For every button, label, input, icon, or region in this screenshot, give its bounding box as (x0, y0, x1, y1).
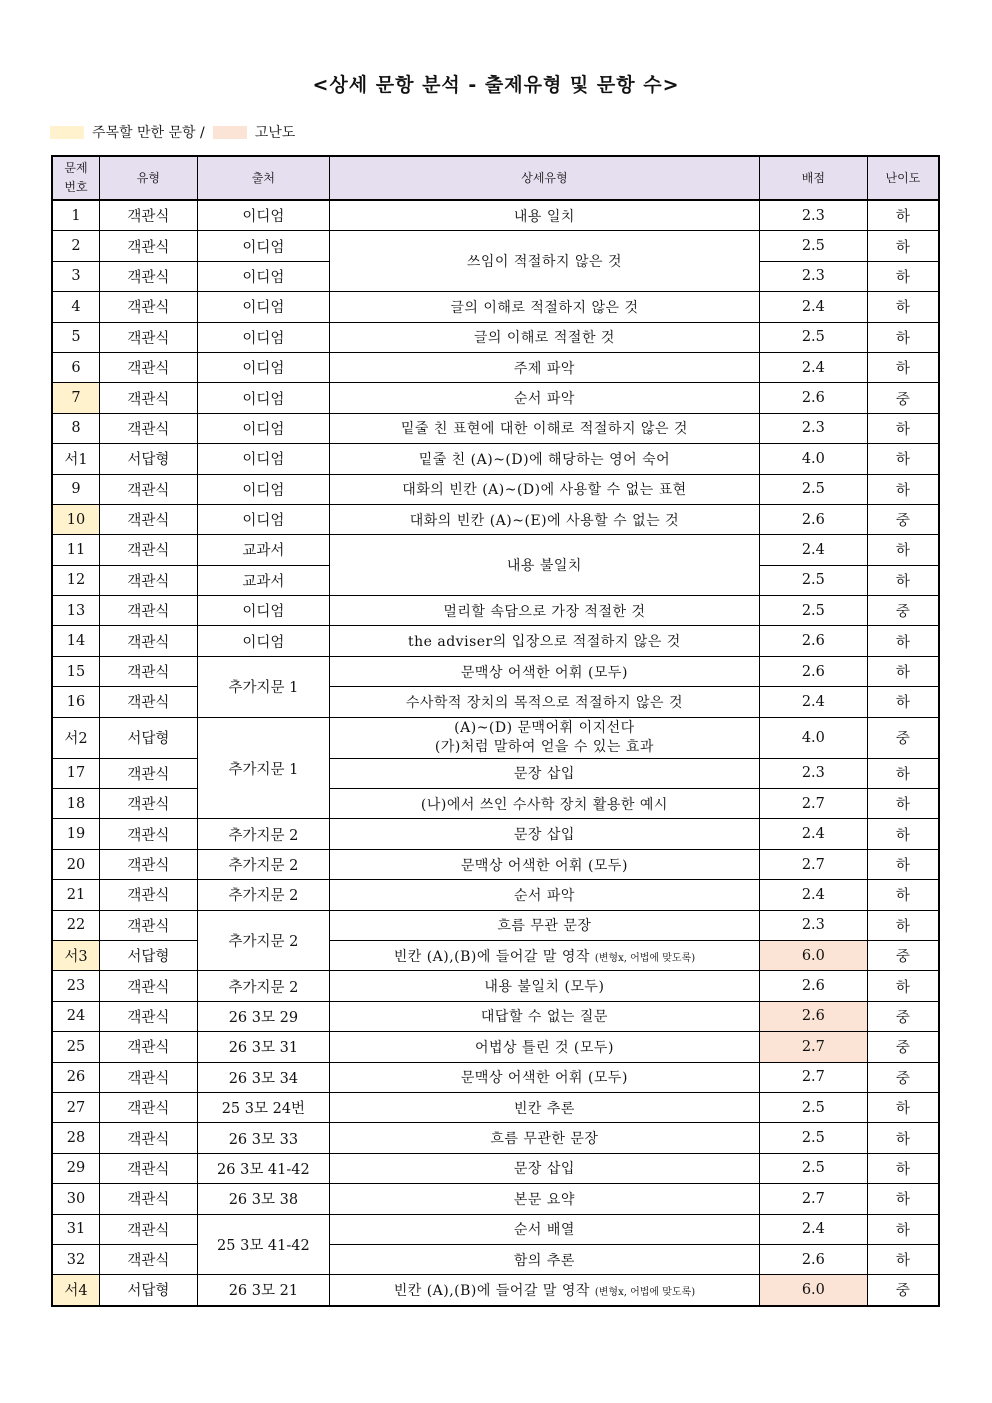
table-row (52, 717, 939, 758)
page-title: <상세 문항 분석 - 출제유형 및 문항 수> (312, 74, 680, 96)
header-number: 문제 번호 (52, 156, 99, 200)
cell-detail: 멀리할 속담으로 가장 적절한 것 (329, 596, 759, 626)
detail-line-1: (A)~(D) 문맥어휘 이지선다 (454, 719, 635, 736)
cell-score: 2.7 (759, 1184, 867, 1214)
cell-num: 6 (52, 352, 99, 382)
cell-score: 2.5 (759, 231, 867, 261)
cell-detail: 어법상 틀린 것 (모두) (329, 1032, 759, 1062)
cell-num: 30 (52, 1184, 99, 1214)
cell-detail: 쓰임이 적절하지 않은 것 (329, 231, 759, 292)
cell-score: 2.7 (759, 1032, 867, 1062)
cell-num: 29 (52, 1153, 99, 1183)
cell-score: 2.6 (759, 383, 867, 413)
cell-score: 2.5 (759, 1092, 867, 1122)
cell-source: 25 3모 24번 (197, 1092, 329, 1122)
cell-detail: 대화의 빈칸 (A)~(D)에 사용할 수 없는 표현 (329, 474, 759, 504)
cell-type: 객관식 (99, 535, 197, 565)
cell-num: 13 (52, 596, 99, 626)
cell-detail (329, 717, 759, 758)
cell-difficulty: 하 (867, 322, 939, 352)
cell-detail (329, 1275, 759, 1306)
table-row (52, 1032, 939, 1062)
cell-detail: 문맥상 어색한 어휘 (모두) (329, 1062, 759, 1092)
notable-swatch (50, 126, 84, 139)
cell-type: 객관식 (99, 383, 197, 413)
cell-source: 26 3모 29 (197, 1001, 329, 1031)
cell-source: 추가지문 2 (197, 880, 329, 910)
cell-type: 객관식 (99, 596, 197, 626)
cell-difficulty: 중 (867, 1062, 939, 1092)
cell-type: 객관식 (99, 200, 197, 231)
cell-source: 이디엄 (197, 504, 329, 534)
table-row (52, 910, 939, 940)
detail-line-2: (가)처럼 말하여 얻을 수 있는 효과 (434, 738, 654, 755)
cell-difficulty: 중 (867, 717, 939, 758)
cell-num: 서2 (52, 717, 99, 758)
cell-source: 26 3모 31 (197, 1032, 329, 1062)
cell-detail: 문장 삽입 (329, 1153, 759, 1183)
cell-detail: 주제 파악 (329, 352, 759, 382)
cell-score: 2.5 (759, 1123, 867, 1153)
cell-source: 이디엄 (197, 261, 329, 291)
cell-difficulty: 하 (867, 231, 939, 261)
cell-detail: 함의 추론 (329, 1244, 759, 1274)
cell-num: 12 (52, 565, 99, 595)
cell-score: 2.7 (759, 789, 867, 819)
table-row (52, 352, 939, 382)
cell-detail: 내용 불일치 (모두) (329, 971, 759, 1001)
cell-type: 객관식 (99, 687, 197, 717)
cell-difficulty: 하 (867, 352, 939, 382)
cell-source: 교과서 (197, 535, 329, 565)
cell-score: 2.4 (759, 687, 867, 717)
cell-difficulty: 중 (867, 383, 939, 413)
detail-note: (변형x, 어법에 맞도록) (594, 1286, 696, 1298)
cell-score: 2.5 (759, 474, 867, 504)
cell-type: 서답형 (99, 444, 197, 474)
cell-difficulty: 하 (867, 1214, 939, 1244)
table-row (52, 789, 939, 819)
cell-type: 객관식 (99, 474, 197, 504)
cell-source: 이디엄 (197, 322, 329, 352)
cell-score: 2.4 (759, 819, 867, 849)
header-detail: 상세유형 (329, 156, 759, 200)
cell-difficulty: 하 (867, 880, 939, 910)
cell-difficulty: 하 (867, 687, 939, 717)
cell-num: 서4 (52, 1275, 99, 1306)
cell-detail: 본문 요약 (329, 1184, 759, 1214)
table-row (52, 687, 939, 717)
cell-num: 18 (52, 789, 99, 819)
cell-type: 객관식 (99, 504, 197, 534)
cell-type: 객관식 (99, 565, 197, 595)
cell-num: 5 (52, 322, 99, 352)
cell-type: 객관식 (99, 1214, 197, 1244)
cell-type: 객관식 (99, 880, 197, 910)
cell-detail: 빈칸 추론 (329, 1092, 759, 1122)
cell-num: 15 (52, 656, 99, 686)
table-row (52, 1184, 939, 1214)
table-row (52, 1001, 939, 1031)
cell-num: 2 (52, 231, 99, 261)
cell-type: 객관식 (99, 413, 197, 443)
cell-score: 2.3 (759, 758, 867, 788)
cell-type: 객관식 (99, 1092, 197, 1122)
cell-num: 서3 (52, 940, 99, 970)
cell-difficulty: 하 (867, 413, 939, 443)
cell-num: 14 (52, 626, 99, 656)
cell-difficulty: 하 (867, 971, 939, 1001)
cell-source: 26 3모 41-42 (197, 1153, 329, 1183)
cell-num: 11 (52, 535, 99, 565)
cell-source: 추가지문 2 (197, 971, 329, 1001)
cell-detail: 문장 삽입 (329, 819, 759, 849)
cell-difficulty: 중 (867, 1001, 939, 1031)
cell-source: 이디엄 (197, 626, 329, 656)
cell-type: 서답형 (99, 1275, 197, 1306)
cell-detail: 글의 이해로 적절하지 않은 것 (329, 292, 759, 322)
table-row (52, 880, 939, 910)
cell-source: 이디엄 (197, 413, 329, 443)
cell-type: 객관식 (99, 322, 197, 352)
cell-detail: (나)에서 쓰인 수사학 장치 활용한 예시 (329, 789, 759, 819)
cell-source: 이디엄 (197, 292, 329, 322)
table-row (52, 292, 939, 322)
cell-type: 객관식 (99, 1123, 197, 1153)
cell-difficulty: 하 (867, 565, 939, 595)
cell-type: 객관식 (99, 292, 197, 322)
cell-type: 서답형 (99, 940, 197, 970)
table-row (52, 322, 939, 352)
cell-detail: 대화의 빈칸 (A)~(E)에 사용할 수 없는 것 (329, 504, 759, 534)
cell-difficulty: 하 (867, 626, 939, 656)
cell-detail: 밑줄 친 표현에 대한 이해로 적절하지 않은 것 (329, 413, 759, 443)
cell-num: 19 (52, 819, 99, 849)
cell-detail: 흐름 무관한 문장 (329, 1123, 759, 1153)
cell-num: 16 (52, 687, 99, 717)
table-row (52, 1092, 939, 1122)
table-row (52, 383, 939, 413)
cell-source: 교과서 (197, 565, 329, 595)
cell-type: 객관식 (99, 1153, 197, 1183)
cell-score: 2.6 (759, 1001, 867, 1031)
cell-detail: 순서 배열 (329, 1214, 759, 1244)
cell-difficulty: 하 (867, 535, 939, 565)
cell-source: 26 3모 21 (197, 1275, 329, 1306)
legend (50, 122, 295, 142)
cell-num: 3 (52, 261, 99, 291)
cell-score: 2.7 (759, 1062, 867, 1092)
cell-source: 추가지문 2 (197, 910, 329, 971)
cell-score: 2.7 (759, 849, 867, 879)
cell-score: 6.0 (759, 1275, 867, 1306)
cell-difficulty: 하 (867, 200, 939, 231)
table-row (52, 413, 939, 443)
cell-source: 26 3모 34 (197, 1062, 329, 1092)
cell-difficulty: 중 (867, 940, 939, 970)
detail-note: (변형x, 어법에 맞도록) (594, 952, 696, 964)
table-row (52, 596, 939, 626)
cell-num: 26 (52, 1062, 99, 1092)
cell-detail (329, 940, 759, 970)
cell-num: 9 (52, 474, 99, 504)
cell-source: 이디엄 (197, 352, 329, 382)
cell-difficulty: 하 (867, 444, 939, 474)
cell-source: 26 3모 38 (197, 1184, 329, 1214)
table-row (52, 971, 939, 1001)
cell-num: 서1 (52, 444, 99, 474)
cell-score: 2.5 (759, 322, 867, 352)
cell-score: 2.5 (759, 1153, 867, 1183)
cell-source: 이디엄 (197, 444, 329, 474)
header-difficulty: 난이도 (867, 156, 939, 200)
cell-detail: 문장 삽입 (329, 758, 759, 788)
cell-difficulty: 중 (867, 1032, 939, 1062)
table-row (52, 1123, 939, 1153)
cell-score: 2.6 (759, 626, 867, 656)
cell-difficulty: 하 (867, 910, 939, 940)
cell-detail: 대답할 수 없는 질문 (329, 1001, 759, 1031)
detail-text: 빈칸 (A),(B)에 들어갈 말 영작 (393, 948, 595, 965)
cell-detail: 순서 파악 (329, 383, 759, 413)
cell-type: 객관식 (99, 231, 197, 261)
cell-num: 25 (52, 1032, 99, 1062)
cell-source: 추가지문 1 (197, 656, 329, 717)
cell-detail: 수사학적 장치의 목적으로 적절하지 않은 것 (329, 687, 759, 717)
table-row (52, 819, 939, 849)
cell-num: 1 (52, 200, 99, 231)
detail-text: 빈칸 (A),(B)에 들어갈 말 영작 (393, 1282, 595, 1299)
cell-detail: 밑줄 친 (A)~(D)에 해당하는 영어 숙어 (329, 444, 759, 474)
cell-source: 25 3모 41-42 (197, 1214, 329, 1275)
cell-type: 객관식 (99, 910, 197, 940)
cell-difficulty: 하 (867, 849, 939, 879)
cell-detail: 문맥상 어색한 어휘 (모두) (329, 656, 759, 686)
cell-num: 20 (52, 849, 99, 879)
cell-num: 4 (52, 292, 99, 322)
cell-difficulty: 하 (867, 656, 939, 686)
cell-score: 4.0 (759, 717, 867, 758)
cell-detail: 글의 이해로 적절한 것 (329, 322, 759, 352)
table-row (52, 231, 939, 261)
cell-type: 객관식 (99, 789, 197, 819)
cell-source: 이디엄 (197, 200, 329, 231)
cell-score: 2.4 (759, 535, 867, 565)
cell-num: 23 (52, 971, 99, 1001)
header-source: 출처 (197, 156, 329, 200)
cell-num: 10 (52, 504, 99, 534)
cell-type: 객관식 (99, 261, 197, 291)
cell-score: 2.3 (759, 910, 867, 940)
cell-score: 2.4 (759, 292, 867, 322)
cell-difficulty: 하 (867, 819, 939, 849)
cell-num: 27 (52, 1092, 99, 1122)
analysis-table (51, 155, 940, 1307)
cell-type: 객관식 (99, 758, 197, 788)
cell-score: 2.3 (759, 200, 867, 231)
cell-num: 7 (52, 383, 99, 413)
cell-difficulty: 하 (867, 1153, 939, 1183)
cell-type: 객관식 (99, 819, 197, 849)
cell-difficulty: 하 (867, 474, 939, 504)
table-row (52, 535, 939, 565)
cell-source: 이디엄 (197, 596, 329, 626)
cell-difficulty: 하 (867, 1244, 939, 1274)
hard-swatch (213, 126, 247, 139)
table-row (52, 656, 939, 686)
cell-score: 4.0 (759, 444, 867, 474)
cell-score: 2.6 (759, 1244, 867, 1274)
legend-hard-label: 고난도 (254, 125, 296, 141)
cell-difficulty: 하 (867, 1123, 939, 1153)
cell-num: 28 (52, 1123, 99, 1153)
table-header-row (52, 156, 939, 200)
cell-source: 추가지문 1 (197, 717, 329, 819)
cell-type: 객관식 (99, 1244, 197, 1274)
cell-detail: 문맥상 어색한 어휘 (모두) (329, 849, 759, 879)
cell-num: 32 (52, 1244, 99, 1274)
cell-num: 8 (52, 413, 99, 443)
cell-difficulty: 하 (867, 789, 939, 819)
cell-type: 객관식 (99, 656, 197, 686)
cell-score: 2.6 (759, 504, 867, 534)
table-row (52, 474, 939, 504)
table-row (52, 200, 939, 231)
cell-detail: 내용 일치 (329, 200, 759, 231)
cell-difficulty: 중 (867, 504, 939, 534)
cell-source: 이디엄 (197, 231, 329, 261)
legend-notable-label: 주목할 만한 문항 / (92, 125, 205, 141)
cell-type: 객관식 (99, 1062, 197, 1092)
table-row (52, 1214, 939, 1244)
cell-score: 2.4 (759, 352, 867, 382)
table-row (52, 444, 939, 474)
cell-source: 추가지문 2 (197, 819, 329, 849)
cell-detail: 순서 파악 (329, 880, 759, 910)
header-type: 유형 (99, 156, 197, 200)
cell-score: 2.4 (759, 880, 867, 910)
cell-score: 2.3 (759, 261, 867, 291)
table-row (52, 1062, 939, 1092)
cell-num: 21 (52, 880, 99, 910)
cell-num: 31 (52, 1214, 99, 1244)
cell-source: 이디엄 (197, 474, 329, 504)
cell-type: 객관식 (99, 1184, 197, 1214)
cell-score: 2.5 (759, 596, 867, 626)
cell-source: 이디엄 (197, 383, 329, 413)
cell-score: 2.6 (759, 971, 867, 1001)
cell-type: 객관식 (99, 626, 197, 656)
header-score: 배점 (759, 156, 867, 200)
table-row (52, 1244, 939, 1274)
cell-type: 객관식 (99, 1032, 197, 1062)
cell-type: 서답형 (99, 717, 197, 758)
cell-type: 객관식 (99, 352, 197, 382)
cell-num: 17 (52, 758, 99, 788)
cell-difficulty: 중 (867, 1275, 939, 1306)
cell-detail: the adviser의 입장으로 적절하지 않은 것 (329, 626, 759, 656)
cell-detail: 내용 불일치 (329, 535, 759, 596)
cell-difficulty: 하 (867, 1092, 939, 1122)
table-row (52, 1275, 939, 1306)
table-row (52, 849, 939, 879)
cell-score: 2.6 (759, 656, 867, 686)
cell-difficulty: 하 (867, 758, 939, 788)
cell-source: 26 3모 33 (197, 1123, 329, 1153)
table-row (52, 940, 939, 970)
cell-type: 객관식 (99, 1001, 197, 1031)
cell-score: 2.4 (759, 1214, 867, 1244)
cell-difficulty: 중 (867, 596, 939, 626)
cell-difficulty: 하 (867, 292, 939, 322)
cell-detail: 흐름 무관 문장 (329, 910, 759, 940)
cell-num: 24 (52, 1001, 99, 1031)
cell-score: 2.3 (759, 413, 867, 443)
cell-num: 22 (52, 910, 99, 940)
table-row (52, 504, 939, 534)
cell-source: 추가지문 2 (197, 849, 329, 879)
cell-difficulty: 하 (867, 261, 939, 291)
cell-type: 객관식 (99, 971, 197, 1001)
cell-type: 객관식 (99, 849, 197, 879)
table-row (52, 758, 939, 788)
cell-score: 6.0 (759, 940, 867, 970)
cell-difficulty: 하 (867, 1184, 939, 1214)
cell-score: 2.5 (759, 565, 867, 595)
table-row (52, 626, 939, 656)
table-row (52, 1153, 939, 1183)
